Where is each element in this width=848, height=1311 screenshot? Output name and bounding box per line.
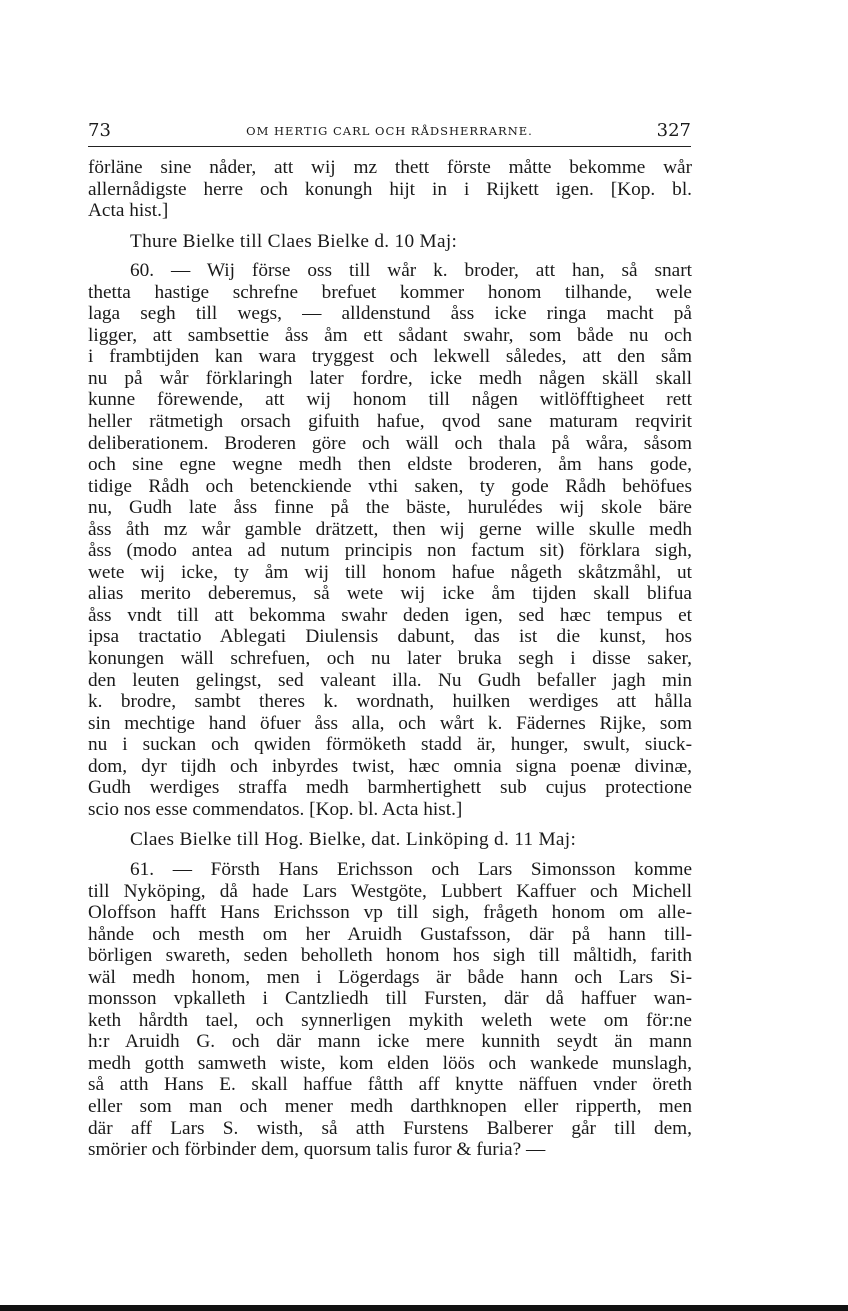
text-line: 60. — Wij förse oss till wår k. broder, att han, så snart bbox=[130, 260, 692, 282]
text-line: till Nyköping, då hade Lars Westgöte, Lubbert Kaffuer och Michell bbox=[88, 880, 692, 902]
text-line: förläne sine nåder, att wij mz thett förste måtte bekomme wår bbox=[88, 157, 692, 178]
letter-60 bbox=[88, 260, 692, 820]
text-line: konungen wäll schrefuen, och nu later bruka segh i disse saker, bbox=[88, 648, 692, 670]
body-text bbox=[88, 157, 692, 1161]
text-line: wete wij icke, ty åm wij till honom hafue någeth skåtzmåhl, ut bbox=[88, 561, 692, 583]
text-line: Gudh werdiges straffa medh barmhertighett sub cujus protectione bbox=[88, 777, 692, 799]
text-line: thetta hastige schrefne brefuet kommer honom tilhande, wele bbox=[88, 281, 692, 303]
text-line: Oloffson hafft Hans Erichsson vp till sigh, frågeth honom om alle- bbox=[88, 902, 692, 924]
paragraph-continuation bbox=[88, 157, 692, 222]
text-line: hånde och mesth om her Aruidh Gustafsson, där på hann till- bbox=[88, 923, 692, 945]
text-line: åss vndt till att bekomma swahr deden igen, sed hæc tempus et bbox=[88, 604, 692, 626]
text-line: laga segh till wegs, — alldenstund åss icke ringa macht på bbox=[88, 303, 692, 325]
text-line: k. brodre, sambt theres k. wordnath, huilken werdiges att hålla bbox=[88, 691, 692, 713]
page-number-right: 327 bbox=[656, 120, 691, 141]
letter-heading: Claes Bielke till Hog. Bielke, dat. Linköping d. 11 Maj: bbox=[130, 829, 577, 851]
text-line: keth hårdth tael, och synnerligen mykith weleth wete om för:ne bbox=[88, 1009, 692, 1031]
text-line: åss (modo antea ad nutum principis non factum sit) förklara sigh, bbox=[88, 540, 692, 562]
letter-61 bbox=[88, 859, 692, 1161]
text-line: den leuten gelingst, sed valeant illa. Nu Gudh befaller jagh min bbox=[88, 669, 692, 691]
text-line: tidige Rådh och betenckiende vthi saken, ty gode Rådh behöfues bbox=[88, 475, 692, 497]
scan-edge bbox=[0, 1305, 848, 1311]
text-line: så atth Hans E. skall haffue fåtth aff knytte näffuen vnder öreth bbox=[88, 1074, 692, 1096]
text-line: 61. — Försth Hans Erichsson och Lars Simonsson komme bbox=[130, 858, 692, 880]
text-line: smörier och förbinder dem, quorsum talis furor & furia? — bbox=[88, 1139, 546, 1161]
text-line: åss åth mz wår gamble drätzett, then wij gerne wille skulle medh bbox=[88, 518, 692, 540]
text-line: eller som man och mener medh darthknopen eller ripperth, men bbox=[88, 1095, 692, 1117]
running-title: OM HERTIG CARL OCH RÅDSHERRARNE. bbox=[246, 124, 533, 138]
text-line: allernådigste herre och konungh hijt in i Rijkett igen. [Kop. bl. bbox=[88, 178, 692, 200]
page-number-left: 73 bbox=[88, 120, 111, 141]
text-line: nu, Gudh late åss finne på the bäste, hurulédes wij skole bäre bbox=[88, 497, 692, 519]
text-line: i frambtijden kan wara tryggest och lekwell således, att den såm bbox=[88, 346, 692, 368]
text-line: sin mechtige hand öfuer åss alla, och wårt k. Fädernes Rijke, som bbox=[88, 712, 692, 734]
text-line: nu på wår förklaringh later fordre, icke medh någen skäll skall bbox=[88, 367, 692, 389]
text-line: Acta hist.] bbox=[88, 200, 169, 222]
text-line: börligen swareth, seden beholleth honom hos sigh till måltidh, farith bbox=[88, 945, 692, 967]
text-line: nu i suckan och qwiden förmöketh stadd är, hunger, swult, siuck- bbox=[88, 734, 692, 756]
text-line: ipsa tractatio Ablegati Diulensis dabunt, das ist die kunst, hos bbox=[88, 626, 692, 648]
text-line: dom, dyr tijdh och inbyrdes twist, hæc omnia signa poenæ divinæ, bbox=[88, 755, 692, 777]
text-line: monsson vpkalleth i Cantzliedh till Fursten, där då haffuer wan- bbox=[88, 988, 692, 1010]
text-line: där aff Lars S. wisth, så atth Furstens Balberer går till dem, bbox=[88, 1117, 692, 1139]
running-head bbox=[88, 120, 691, 147]
letter-heading: Thure Bielke till Claes Bielke d. 10 Maj: bbox=[130, 230, 458, 252]
text-line: scio nos esse commendatos. [Kop. bl. Acta hist.] bbox=[88, 798, 463, 820]
text-line: ligger, att sambsettie åss åm ett sådant swahr, som både nu och bbox=[88, 324, 692, 346]
text-line: och sine egne wegne medh then eldste broderen, åm hans gode, bbox=[88, 454, 692, 476]
text-line: medh gotth samweth wiste, kom elden löös och wankede munslagh, bbox=[88, 1052, 692, 1074]
text-line: deliberationem. Broderen göre och wäll och thala på wåra, såsom bbox=[88, 432, 692, 454]
text-line: heller rätmetigh orsach gifuith hafue, qvod sane maturam reqvirit bbox=[88, 411, 692, 433]
text-line: kunne förewende, att wij honom till någen witlöfftigheet rett bbox=[88, 389, 692, 411]
text-line: h:r Aruidh G. och där mann icke mere kunnith seydt än mann bbox=[88, 1031, 692, 1053]
text-line: wäl medh honom, men i Lögerdags är både hann och Lars Si- bbox=[88, 966, 692, 988]
text-line: alias merito deberemus, så wete wij icke åm tijden skall blifua bbox=[88, 583, 692, 605]
